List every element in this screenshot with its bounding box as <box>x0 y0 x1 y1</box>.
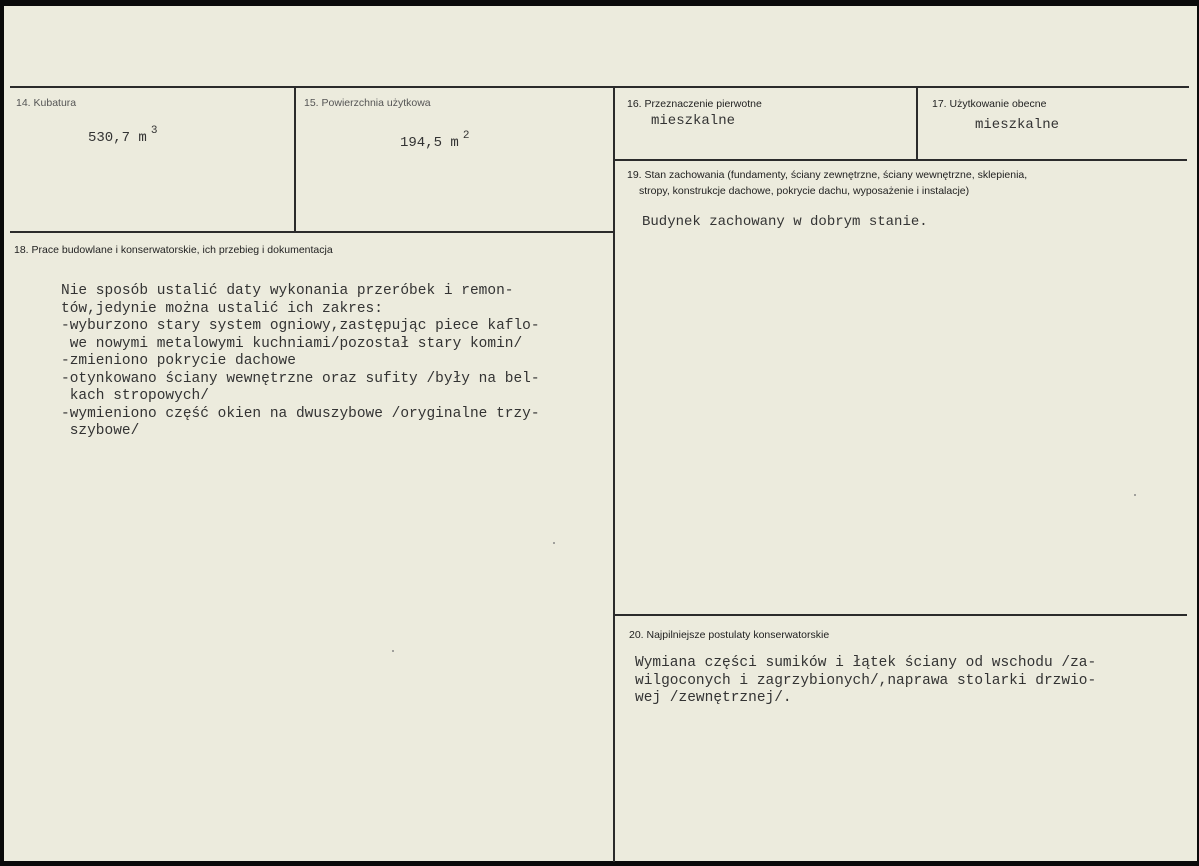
paper-speck <box>392 650 394 652</box>
field-19-value: Budynek zachowany w dobrym stanie. <box>642 214 928 230</box>
divider-16-17 <box>916 87 918 161</box>
divider-row-18 <box>10 231 615 233</box>
field-14-unit-exponent: 3 <box>150 125 158 137</box>
field-19-label-line-2: stropy, konstrukcje dachowe, pokrycie dachu, wyposażenie i instalacje) <box>639 185 970 197</box>
field-19-label-line-1: 19. Stan zachowania (fundamenty, ściany zewnętrzne, ściany wewnętrzne, sklepienia, <box>627 169 1028 181</box>
paper-speck <box>1134 494 1136 496</box>
field-14-value: 530,7 m $^3$ <box>88 125 158 146</box>
field-16-value: mieszkalne <box>651 113 736 129</box>
field-18-line: -wyburzono stary system ogniowy,zastępując piece kaflo- <box>61 318 540 334</box>
field-18-line: we nowymi metalowymi kuchniami/pozostał stary komin/ <box>61 335 523 352</box>
divider-row-20 <box>614 614 1187 616</box>
field-15-label: 15. Powierzchnia użytkowa <box>304 97 431 109</box>
top-divider <box>10 86 1189 88</box>
paper-speck <box>553 542 555 544</box>
field-18-label: 18. Prace budowlane i konserwatorskie, ich przebieg i dokumentacja <box>14 244 333 256</box>
field-20-line: wej /zewnętrznej/. <box>635 690 792 706</box>
field-18-line: -wymieniono część okien na dwuszybowe /oryginalne trzy- <box>61 405 540 422</box>
divider-center <box>613 87 615 862</box>
divider-row-19 <box>614 159 1187 161</box>
field-18-line: -zmieniono pokrycie dachowe <box>61 353 296 369</box>
field-17-label: 17. Użytkowanie obecne <box>932 98 1047 110</box>
field-18-line: szybowe/ <box>61 423 140 439</box>
divider-14-15 <box>294 87 296 233</box>
field-20-line: Wymiana części sumików i łątek ściany od wschodu /za- <box>635 655 1097 671</box>
field-18-line: kach stropowych/ <box>61 388 209 404</box>
field-18-line: tów,jedynie można ustalić ich zakres: <box>61 300 383 317</box>
field-17-value: mieszkalne <box>975 117 1060 133</box>
field-18-line: -otynkowano ściany wewnętrzne oraz sufity /były na bel- <box>61 370 540 387</box>
field-20-line: wilgoconych i zagrzybionych/,naprawa stolarki drzwio- <box>635 672 1097 689</box>
field-20-label: 20. Najpilniejsze postulaty konserwatorskie <box>629 629 830 641</box>
field-14-label: 14. Kubatura <box>16 97 77 109</box>
field-16-label: 16. Przeznaczenie pierwotne <box>627 98 762 110</box>
field-15-value: 194,5 m $^2$ <box>400 130 470 151</box>
inventory-card <box>4 6 1197 861</box>
field-18-line: Nie sposób ustalić daty wykonania przeróbek i remon- <box>61 283 514 299</box>
field-15-unit-exponent: 2 <box>462 130 470 142</box>
